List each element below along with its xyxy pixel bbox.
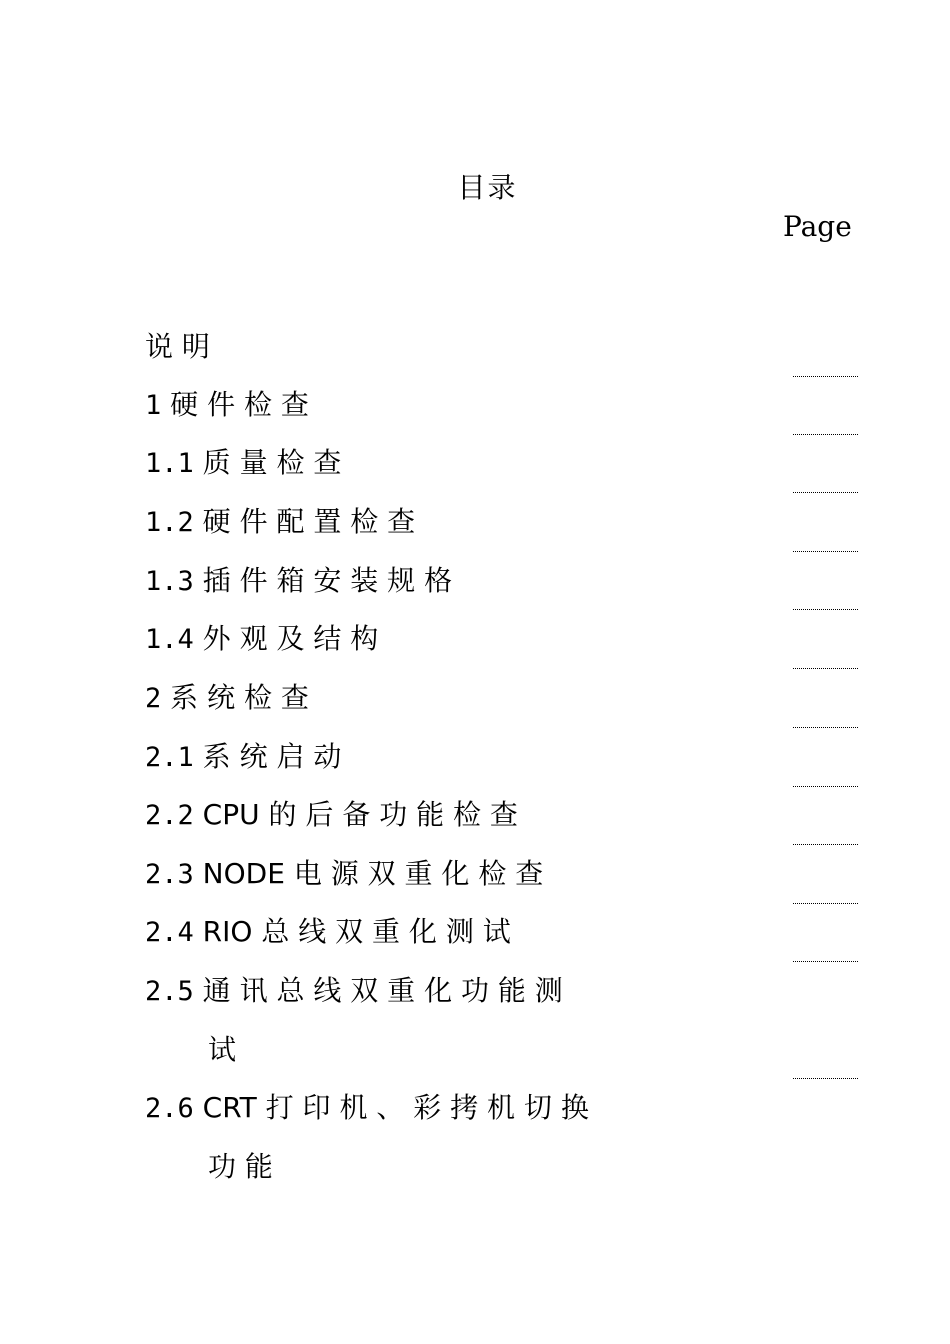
toc-text: 系 统 检 查 (161, 681, 309, 714)
toc-text: RIO 总 线 双 重 化 测 试 (193, 915, 511, 948)
toc-title: 目录 (457, 171, 518, 204)
toc-entry[interactable] (145, 903, 845, 962)
toc-entry[interactable] (145, 318, 845, 377)
toc-number: 1.1 (145, 448, 194, 479)
toc-entry[interactable] (145, 376, 845, 435)
toc-text-continuation: 试 (208, 1033, 237, 1066)
toc-number: 2.6 (145, 1093, 194, 1124)
toc-number: 2 (145, 683, 162, 714)
toc-entry[interactable] (145, 786, 845, 845)
toc-entry[interactable] (145, 669, 845, 728)
page-column-label: Page (783, 210, 852, 243)
toc-number: 1.4 (145, 624, 194, 655)
toc-text: 外 观 及 结 构 (193, 622, 379, 655)
toc-entry[interactable] (145, 1079, 845, 1138)
toc-text: CPU 的 后 备 功 能 检 查 (193, 798, 518, 831)
toc-text: CRT 打 印 机 、 彩 拷 机 切 换 (193, 1091, 589, 1124)
toc-text: 插 件 箱 安 装 规 格 (193, 564, 453, 597)
toc-text: 通 讯 总 线 双 重 化 功 能 测 (193, 974, 563, 1007)
toc-number: 1 (145, 390, 162, 421)
toc-entry[interactable] (145, 434, 845, 493)
toc-text: 系 统 启 动 (193, 740, 342, 773)
toc-text: 质 量 检 查 (193, 446, 342, 479)
toc-number: 1.2 (145, 507, 194, 538)
toc-entry[interactable] (145, 845, 845, 904)
toc-number: 2.2 (145, 800, 194, 831)
toc-entry[interactable] (145, 728, 845, 787)
toc-number: 2.3 (145, 859, 194, 890)
toc-text: 说 明 (145, 330, 210, 363)
toc-text: 硬 件 检 查 (161, 388, 309, 421)
toc-entry[interactable] (145, 610, 845, 669)
toc-number: 2.5 (145, 976, 194, 1007)
toc-number: 2.4 (145, 917, 194, 948)
toc-entry[interactable] (145, 552, 845, 611)
toc-number: 1.3 (145, 566, 194, 597)
toc-text: NODE 电 源 双 重 化 检 查 (193, 857, 544, 890)
toc-text: 硬 件 配 置 检 查 (193, 505, 416, 538)
toc-text-continuation: 功 能 (208, 1150, 273, 1183)
toc-entry[interactable] (145, 962, 845, 1021)
toc-number: 2.1 (145, 742, 194, 773)
toc-entry[interactable] (145, 493, 845, 552)
